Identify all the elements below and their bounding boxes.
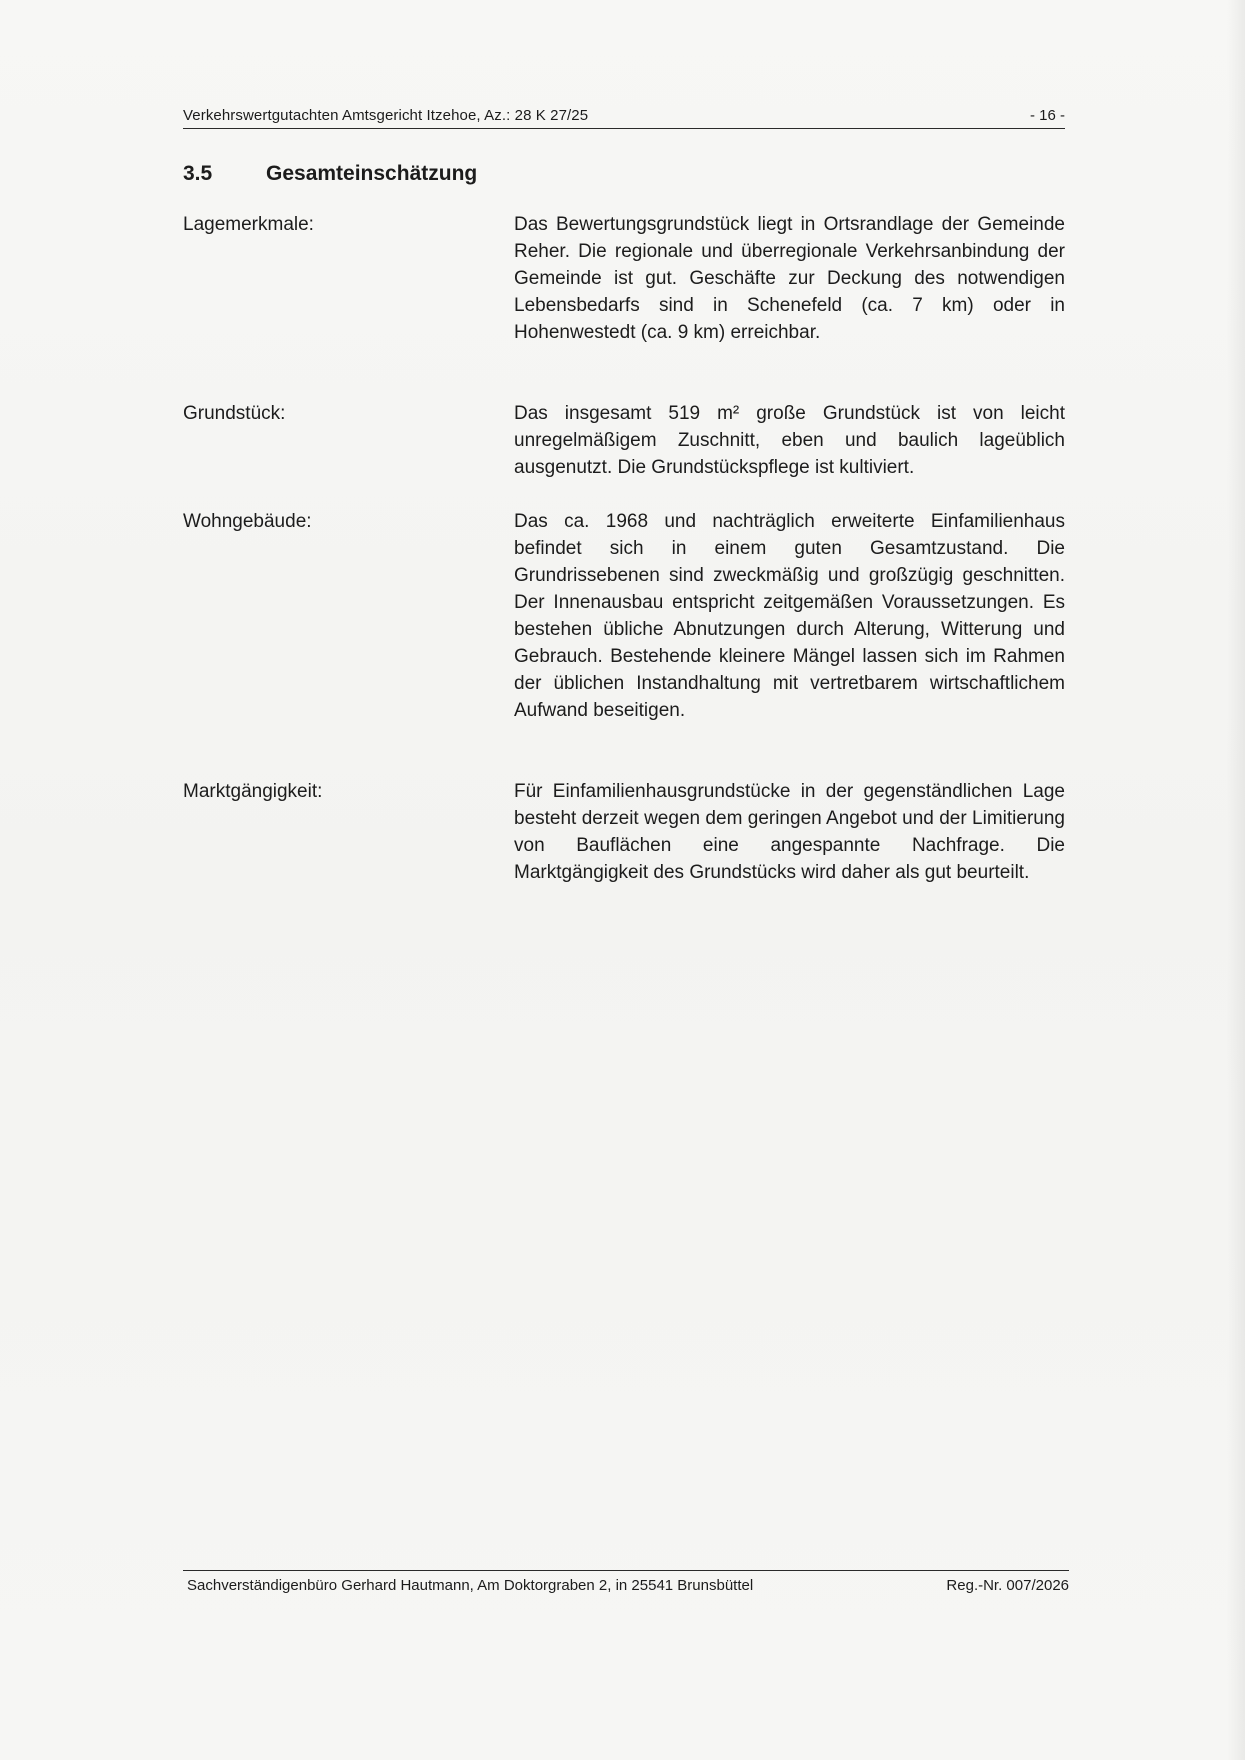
row-text-lagemerkmale: Das Bewertungsgrundstück liegt in Ortsrandlage der Gemeinde Reher. Die regionale und überregionale Verkehrsanbindung der Gemeinde ist gut. Geschäfte zur Deckung des notwendigen Lebensbedarfs sind in Schenefeld (ca. 7 km) oder in Hohenwestedt (ca. 9 km) erreichbar. (514, 214, 1065, 343)
row-label-wohngebaeude: Wohngebäude: (183, 511, 312, 532)
row-label-marktgaengigkeit: Marktgängigkeit: (183, 781, 323, 802)
row-text-grundstueck: Das insgesamt 519 m² große Grundstück ist von leicht unregelmäßigem Zuschnitt, eben und baulich lageüblich ausgenutzt. Die Grundstückspflege ist kultiviert. (514, 403, 1065, 478)
footer-registration: Reg.-Nr. 007/2026 (946, 1577, 1069, 1594)
row-label-grundstueck: Grundstück: (183, 403, 286, 424)
page-header (183, 104, 1065, 129)
footer-office: Sachverständigenbüro Gerhard Hautmann, Am Doktorgraben 2, in 25541 Brunsbüttel (187, 1577, 754, 1594)
section-number: 3.5 (183, 162, 213, 185)
row-label-lagemerkmale: Lagemerkmale: (183, 214, 314, 235)
row-text-marktgaengigkeit: Für Einfamilienhausgrundstücke in der gegenständlichen Lage besteht derzeit wegen dem geringen Angebot und der Limitierung von Bauflächen eine angespannte Nachfrage. Die Marktgängigkeit des Grundstücks wird daher als gut beurteilt. (514, 781, 1065, 883)
section-heading (183, 160, 477, 188)
header-page-number: - 16 - (1029, 107, 1065, 124)
section-title: Gesamteinschätzung (266, 162, 478, 185)
header-reference: Verkehrswertgutachten Amtsgericht Itzehoe, Az.: 28 K 27/25 (183, 107, 589, 124)
row-text-wohngebaeude: Das ca. 1968 und nachträglich erweiterte Einfamilienhaus befindet sich in einem guten Gesamtzustand. Die Grundrissebenen sind zweckmäßig und großzügig geschnitten. Der Innenausbau entspricht zeitgemäßen Voraussetzungen. Es bestehen übliche Abnutzungen durch Alterung, Witterung und Gebrauch. Bestehende kleinere Mängel lassen sich im Rahmen der üblichen Instandhaltung mit vertretbarem wirtschaftlichem Aufwand beseitigen. (514, 511, 1065, 721)
page-footer (183, 1570, 1069, 1597)
scan-edge-shadow (1227, 0, 1245, 1760)
